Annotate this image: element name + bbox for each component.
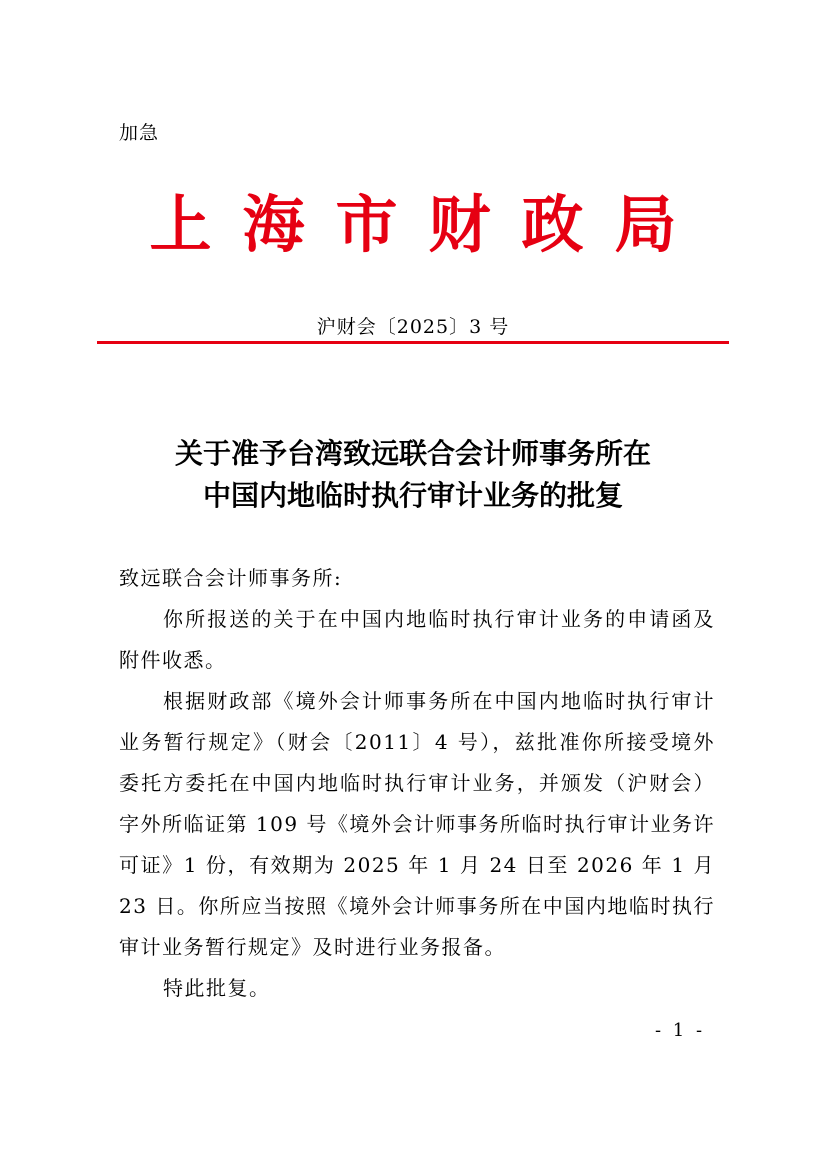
salutation: 致远联合会计师事务所: bbox=[119, 566, 343, 590]
paragraph-2: 根据财政部《境外会计师事务所在中国内地临时执行审计业务暂行规定》（财会〔2011〕4 号），兹批准你所接受境外委托方委托在中国内地临时执行审计业务，并颁发（沪财会）字外所临证第 109 号《境外会计师事务所临时执行审计业务许可证》1 份，有效期为 2025 年 1 月 24 日至 2026 年 1 月 23 日。你所应当按照《境外会计师事务所在中国内地临时执行审计业务暂行规定》及时进行业务报备。 bbox=[119, 689, 715, 959]
title-line-2: 中国内地临时执行审计业务的批复 bbox=[202, 479, 623, 512]
red-separator-line bbox=[97, 341, 729, 344]
document-number: 沪财会〔2025〕3 号 bbox=[316, 316, 510, 338]
paragraph-1: 你所报送的关于在中国内地临时执行审计业务的申请函及附件收悉。 bbox=[119, 607, 715, 672]
page-number: - 1 - bbox=[655, 1020, 706, 1041]
title-line-1: 关于准予台湾致远联合会计师事务所在 bbox=[174, 437, 651, 470]
closing-line: 特此批复。 bbox=[163, 976, 271, 1000]
document-body bbox=[119, 558, 715, 1009]
issuing-authority: 上海市财政局 bbox=[149, 188, 708, 261]
document-title bbox=[0, 433, 826, 517]
urgency-label: 加急 bbox=[119, 122, 160, 144]
